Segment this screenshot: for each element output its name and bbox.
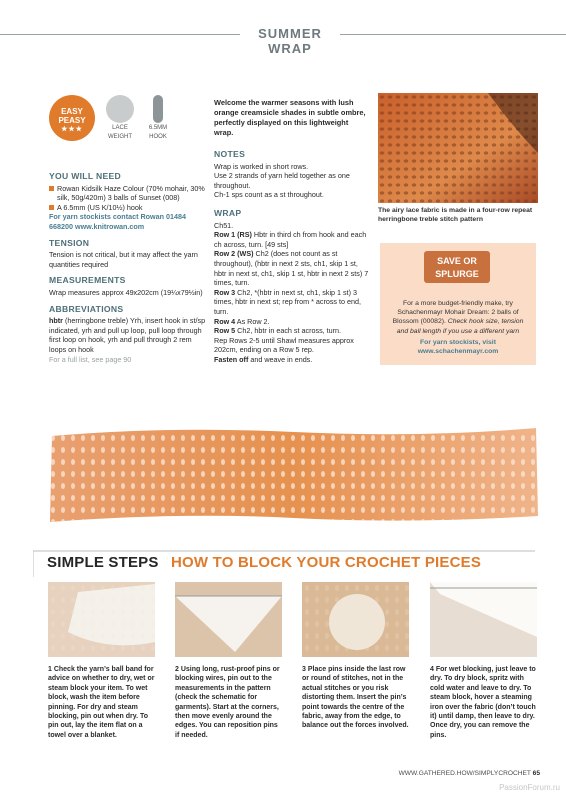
row-1-label: Row 1 (RS) [214,230,252,240]
yarn-ball-icon [106,95,134,123]
notes-heading: NOTES [214,149,246,159]
fasten-off [214,355,369,365]
yarn-stockists: For yarn stockists contact Rowan 01484 668200 www.knitrowan.com [49,212,187,231]
step-card [302,582,409,731]
footer-url[interactable]: WWW.GATHERED.HOW/SIMPLYCROCHET [398,770,531,777]
star-rating-icon: ★★★ [61,126,83,133]
row-3-text: Ch2, *(hbtr in next st, ch1, skip 1 st) 3 times, hbtr in next st; rep from * across to end, turn. [214,287,362,316]
row-3-label: Row 3 [214,287,236,297]
step-1-text: 1 Check the yarn’s ball band for advice on whether to dry, wet or steam block your item. To wet block, wash the item before pinning. For dry and steam blocking, pin out when dry. To pin out, lay the item flat on a towel over a blanket. [48,666,155,739]
row-2-text: Ch2 (does not count as st throughout), (hbtr in next 2 sts, ch1, skip 1 st, hbtr in next st, ch1, skip 1 st, hbtr in next 2 sts) 7 times, turn. [214,249,369,288]
step-2-photo [175,582,282,657]
yarn-weight-badge [103,95,137,141]
repeat-instruction: Rep Rows 2-5 until Shawl measures approx 202cm, ending on a Row 5 rep. [214,335,354,355]
abbreviation-term: hbtr [49,316,63,326]
note-line: Use 2 strands of yarn held together as one throughout. [214,171,350,190]
step-4-text: 4 For wet blocking, just leave to dry. To dry block, spritz with cold water and leave to dry. To steam block, hover a steaming iron over the fabric (don’t touch it) until damp, then leave to dry. Once dry, you can remove the pins. [430,666,536,739]
row-4-text: As Row 2. [235,316,270,326]
difficulty-line-2: PEASY [58,116,86,125]
row-3 [214,288,369,317]
watermark: PassionForum.ru [499,783,560,792]
measurements-heading: MEASUREMENTS [49,275,126,286]
tension-text: Tension is not critical, but it may affect the yarn quantities required [49,250,198,269]
pattern-column [214,98,369,364]
step-1-photo [48,582,155,657]
materials-column [49,172,207,364]
simple-steps-label: SIMPLE STEPS [47,554,159,571]
crochet-hook-icon [153,95,163,123]
save-or-splurge-box [380,243,536,365]
step-card [175,582,282,740]
simple-steps-header [33,549,535,577]
fasten-off-label: Fasten off [214,354,249,364]
row-5 [214,326,369,336]
row-2-label: Row 2 (WS) [214,249,254,259]
header-rule-left [0,34,240,35]
row-4-label: Row 4 [214,316,236,326]
abbreviations-heading: ABBREVIATIONS [49,303,124,314]
logo-line-1: SAVE OR [437,256,477,266]
step-4-photo [430,582,537,657]
save-or-splurge-text [390,299,526,356]
hook-requirement: A 6.5mm (US K/10½) hook [49,203,207,213]
pattern-badges [49,95,169,150]
row-5-label: Row 5 [214,326,236,336]
step-card [48,582,155,740]
page-number: 65 [532,770,540,777]
difficulty-line-1: EASY [61,107,83,116]
row-5-text: Ch2, hbtr in each st across, turn. [235,326,342,336]
section-header [0,22,566,56]
simple-steps-title: HOW TO BLOCK YOUR CROCHET PIECES [171,554,482,571]
logo-line-2: SPLURGE [435,269,479,279]
yarn-requirement: Rowan Kidsilk Haze Colour (70% mohair, 30% silk, 50g/420m) 3 balls of Sunset (008) [49,184,207,203]
row-4 [214,317,369,327]
wrap-chain: Ch51. [214,220,234,230]
row-1-text: Hbtr in third ch from hook and each ch across, turn. [49 sts] [214,230,367,249]
abbreviation-entry [49,316,207,354]
hook-label-1: 6.5MM [148,125,168,131]
section-title: SUMMER WRAP [258,26,322,56]
measurements-text: Wrap measures approx 49x202cm (19¼x79½in) [49,287,203,297]
row-2 [214,249,369,287]
abbreviations-more-link[interactable]: For a full list, see page 90 [49,354,132,364]
step-3-text: 3 Place pins inside the last row or round of stitches, not in the actual stitches or you risk distorting them. Insert the pin’s point towards the centre of the fabric, away from the edge, to balance out the forces involved. [302,666,409,730]
difficulty-badge [49,95,95,141]
header-rule-right [340,34,566,35]
tension-heading: TENSION [49,237,90,248]
step-2-text: 2 Using long, rust-proof pins or blocking wires, pin out to the measurements in the pattern (check the schematic for garments). Start at the corners, then move evenly around the edges. You can reposition pins if needed. [175,666,280,739]
abbreviation-definition: (herringbone treble) Yrh, insert hook in st/sp indicated, yrh and pull up loop, pull loop through first loop on hook, yrh and pull through 2 rem loops on hook [49,316,206,354]
page-footer [340,770,540,777]
photo-caption: The airy lace fabric is made in a four-row repeat herringbone treble stitch pattern [378,207,533,223]
weight-label-1: LACE [112,125,128,131]
hook-label-2: HOOK [149,134,167,140]
step-3-photo [302,582,409,657]
weight-label-2: WEIGHT [108,134,132,140]
hook-size-badge [141,95,175,141]
note-line: Wrap is worked in short rows. [214,161,309,171]
finished-wrap-photo [48,420,540,528]
you-will-need-heading: YOU WILL NEED [49,171,122,181]
alt-yarn-text: For a more budget-friendly make, try Schachenmayr Mohair Dream: 2 balls of Blossom (00082). [392,300,519,326]
alt-yarn-stockists[interactable]: For yarn stockists, visit www.schachenmayr.com [417,338,499,356]
intro-text: Welcome the warmer seasons with lush orange creamsicle shades in subtle ombre, perfectly displayed on this lightweight wrap. [214,98,366,137]
alt-yarn-note: Check hook size, tension and ball length if you use a different yarn [396,318,524,335]
lace-closeup-photo [378,93,538,203]
note-line: Ch-1 sps count as a st throughout. [214,190,324,200]
step-card [430,582,537,740]
fasten-off-text: and weave in ends. [248,354,313,364]
wrap-heading: WRAP [214,207,242,218]
row-1 [214,230,369,249]
save-or-splurge-logo [424,251,490,283]
